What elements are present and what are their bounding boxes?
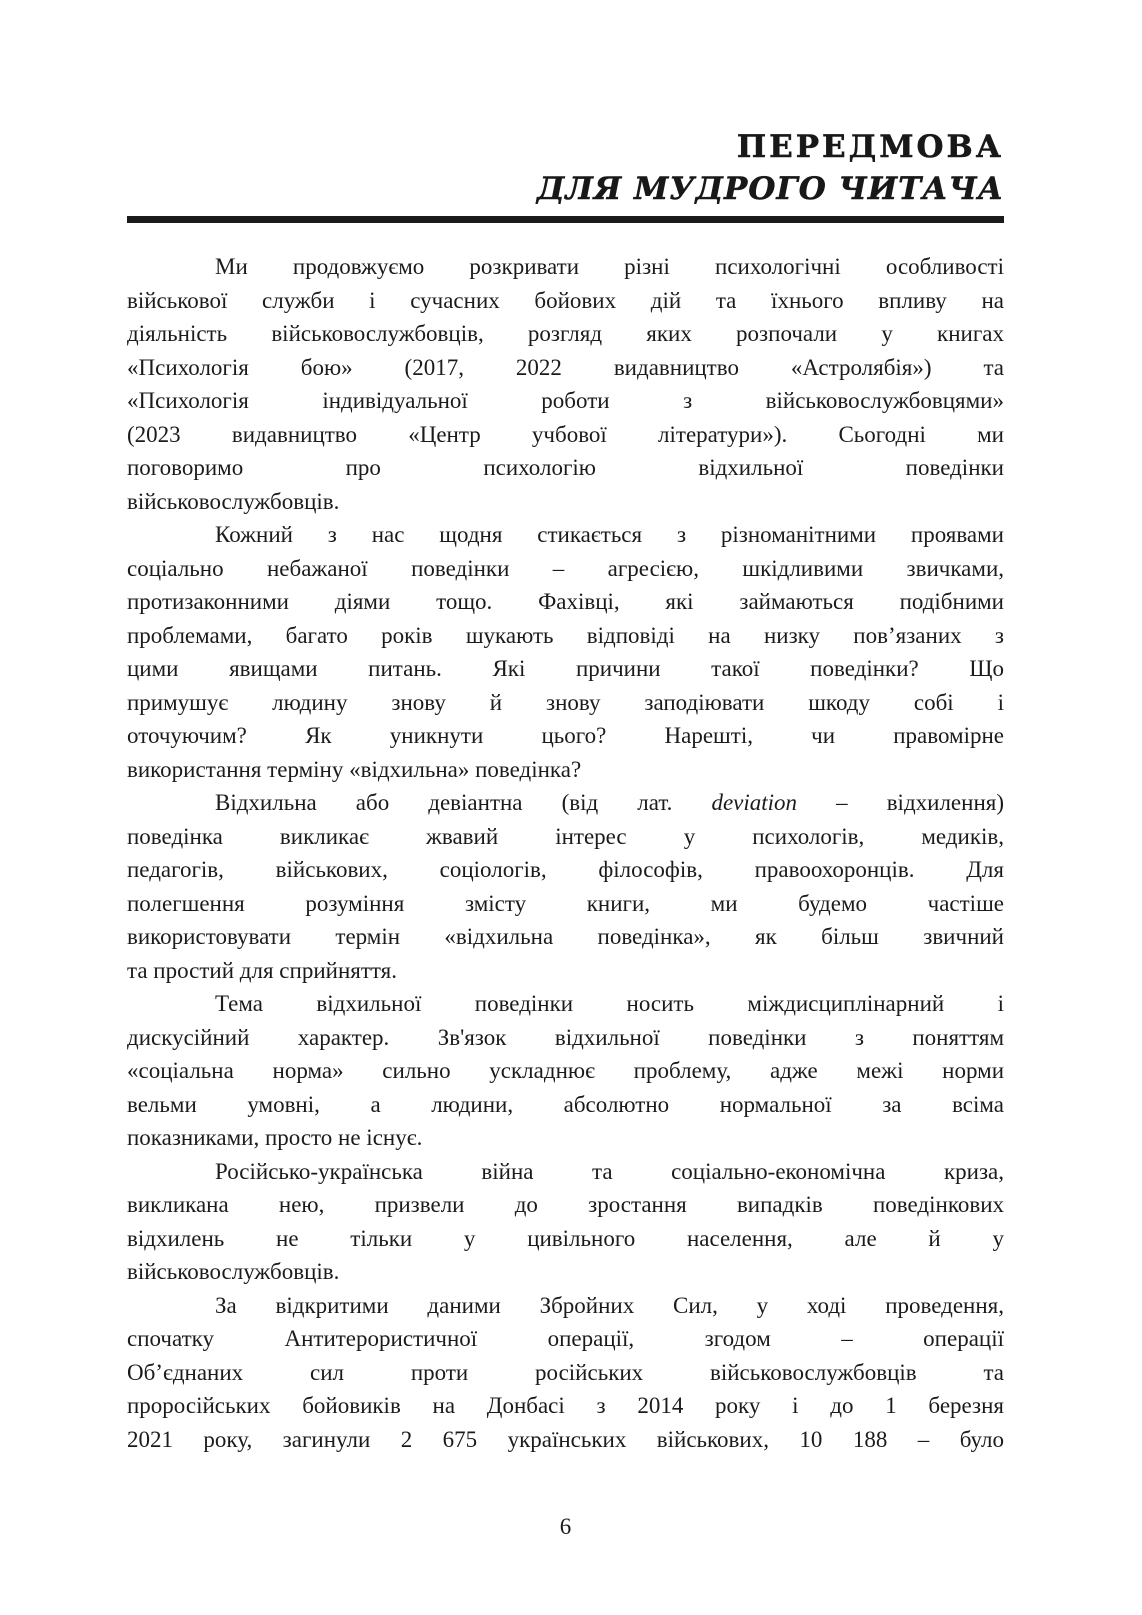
text-line: показниками, просто не існує.: [127, 1125, 423, 1150]
text-line: «Психологія індивідуальної роботи з військовослужбовцями»: [127, 388, 1004, 413]
text-line: викликана нею, призвели до зростання випадків поведінкових: [127, 1192, 1004, 1217]
text-line: військової служби і сучасних бойових дій та їхнього впливу на: [127, 287, 1004, 313]
text-segment: – відхилення): [797, 790, 1004, 815]
text-line: Кожний з нас щодня стикається з різноманітними проявами: [215, 522, 1004, 547]
text-line: Об’єднаних сил проти російських військовослужбовців та: [127, 1359, 1004, 1385]
text-line: використання терміну «відхильна» поведінка?: [127, 756, 582, 782]
text-line: спочатку Антитерористичної операції, згодом – операції: [127, 1326, 1004, 1351]
text-line: примушує людину знову й знову заподіювати шкоду собі і: [127, 689, 1004, 715]
text-line: та простий для сприйняття.: [127, 957, 397, 983]
italic-term: deviation: [711, 790, 798, 815]
text-line: протизаконними діями тощо. Фахівці, які займаються подібними: [127, 589, 1004, 614]
text-block: [127, 0, 1004, 1456]
text-line: [127, 786, 1004, 820]
text-line: Ми продовжуємо розкривати різні психологічні особливості: [215, 254, 1004, 279]
text-line: цими явищами питань. Які причини такої поведінки? Що: [127, 656, 1004, 681]
text-line: соціально небажаної поведінки – агресією, шкідливими звичками,: [127, 555, 1004, 581]
text-line: відхилень не тільки у цивільного населення, але й у: [127, 1225, 1004, 1251]
text-line: проблемами, багато років шукають відповіді на низку пов’язаних з: [127, 622, 1004, 648]
text-line: полегшення розуміння змісту книги, ми будемо частіше: [127, 890, 1004, 916]
text-line: «соціальна норма» сильно ускладнює проблему, адже межі норми: [127, 1058, 1004, 1083]
text-line: поговоримо про психологію відхильної поведінки: [127, 455, 1004, 480]
text-line: оточуючим? Як уникнути цього? Нарешті, чи правомірне: [127, 723, 1004, 748]
chapter-heading: [127, 126, 1004, 210]
heading-rule: [127, 216, 1004, 223]
chapter-title: ПЕРЕДМОВА: [736, 129, 1004, 165]
text-line: військовослужбовців.: [127, 1259, 340, 1284]
text-segment: Відхильна або девіантна (від лат.: [215, 790, 712, 815]
text-line: Російсько-українська війна та соціально-економічна криза,: [215, 1158, 1004, 1184]
text-line: «Психологія бою» (2017, 2022 видавництво «Астролябія») та: [127, 354, 1004, 380]
text-line: 2021 року, загинули 2 675 українських військових, 10 188 – було: [127, 1426, 1004, 1452]
body-text: [127, 250, 1004, 1456]
page-number: 6: [559, 1514, 572, 1539]
text-line: поведінка викликає жвавий інтерес у психологів, медиків,: [127, 823, 1004, 849]
text-line: педагогів, військових, соціологів, філософів, правоохоронців. Для: [127, 857, 1004, 882]
text-line: вельми умовні, а людини, абсолютно нормальної за всіма: [127, 1091, 1004, 1117]
text-line: діяльність військовослужбовців, розгляд яких розпочали у книгах: [127, 321, 1004, 346]
text-line: дискусійний характер. Зв'язок відхильної поведінки з поняттям: [127, 1024, 1004, 1050]
chapter-subtitle: ДЛЯ МУДРОГО ЧИТАЧА: [536, 171, 1004, 207]
text-line: Тема відхильної поведінки носить міждисциплінарний і: [215, 991, 1004, 1016]
text-line: використовувати термін «відхильна поведінка», як більш звичний: [127, 924, 1004, 949]
text-line: військовослужбовців.: [127, 488, 340, 514]
text-line: (2023 видавництво «Центр учбової літератури»). Сьогодні ми: [127, 421, 1004, 447]
text-line: проросійських бойовиків на Донбасі з 2014 року і до 1 березня: [127, 1393, 1004, 1418]
text-line: За відкритими даними Збройних Сил, у ході проведення,: [215, 1292, 1004, 1318]
